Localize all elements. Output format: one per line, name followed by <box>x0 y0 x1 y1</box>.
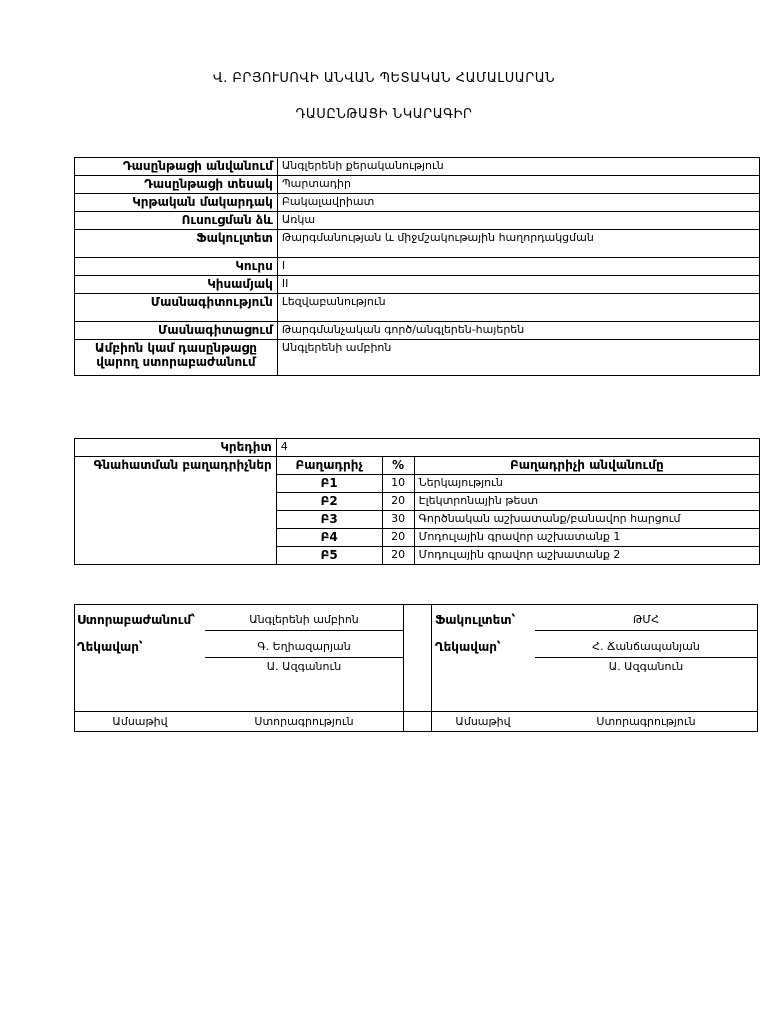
header-percent: % <box>382 457 414 475</box>
left-second-name: Ա. Ազգանուն <box>266 660 342 673</box>
info-row-education-level <box>75 194 760 212</box>
component-name: Էլեկտրոնային թեստ <box>414 493 759 511</box>
info-row-study-form <box>75 212 760 230</box>
university-title: Վ. ԲՐՅՈՒՍՈՎԻ ԱՆՎԱՆ ՊԵՏԱԿԱՆ ՀԱՄԱԼՍԱՐԱՆ <box>212 71 556 86</box>
info-row-specialty <box>75 294 760 322</box>
signature-block <box>74 604 758 732</box>
component-name: Մոդուլային գրավոր աշխատանք 1 <box>414 529 759 547</box>
component-percent: 30 <box>382 511 414 529</box>
info-value: Լեզվաբանություն <box>277 294 759 322</box>
info-value: Անգլերենի ամբիոն <box>277 340 759 376</box>
component-percent: 20 <box>382 529 414 547</box>
course-info-table <box>74 157 760 376</box>
info-value: Բակալավրիատ <box>277 194 759 212</box>
component-name: Ներկայություն <box>414 475 759 493</box>
info-value: Առկա <box>277 212 759 230</box>
info-label: Կիսամյակ <box>75 276 278 294</box>
left-unit-value: Անգլերենի ամբիոն <box>249 613 359 626</box>
document-title: ԴԱՍԸՆԹԱՑԻ ՆԿԱՐԱԳԻՐ <box>295 107 473 122</box>
right-head-name: Հ. Ճանճապանյան <box>592 640 700 653</box>
info-row-semester <box>75 276 760 294</box>
left-date-label: Ամսաթիվ <box>112 715 168 728</box>
component-name: Մոդուլային գրավոր աշխատանք 2 <box>414 547 759 565</box>
info-row-course-name <box>75 158 760 176</box>
info-label: Կուրս <box>75 258 278 276</box>
header-component: Բաղադրիչ <box>276 457 382 475</box>
credits-label: Կրեդիտ <box>75 439 277 457</box>
right-date-label: Ամսաթիվ <box>455 715 511 728</box>
info-label: Մասնագիտացում <box>75 322 278 340</box>
info-row-department <box>75 340 760 376</box>
right-unit-value: ԹՄՀ <box>632 613 660 626</box>
info-value: Պարտադիր <box>277 176 759 194</box>
credits-row <box>75 439 760 457</box>
right-second-name: Ա. Ազգանուն <box>608 660 684 673</box>
right-signature-label: Ստորագրություն <box>596 715 696 728</box>
info-value: Թարգմանության և միջմշակութային հաղորդակցման <box>277 230 759 258</box>
info-label: Կրթական մակարդակ <box>75 194 278 212</box>
info-label: Ամբիոն կամ դասընթացը վարող ստորաբաժանում <box>75 340 278 376</box>
component-code: Բ4 <box>276 529 382 547</box>
info-row-year <box>75 258 760 276</box>
info-row-faculty <box>75 230 760 258</box>
right-unit-label: Ֆակուլտետ՝ <box>435 613 516 627</box>
info-row-specialization <box>75 322 760 340</box>
info-value: II <box>277 276 759 294</box>
assessment-label: Գնահատման բաղադրիչներ <box>75 457 277 565</box>
info-value: Թարգմանչական գործ/անգլերեն-հայերեն <box>277 322 759 340</box>
header-component-name: Բաղադրիչի անվանումը <box>414 457 759 475</box>
left-unit-label: Ստորաբաժանում՝ <box>77 613 195 627</box>
component-code: Բ3 <box>276 511 382 529</box>
info-label: Դասընթացի տեսակ <box>75 176 278 194</box>
component-code: Բ1 <box>276 475 382 493</box>
info-value: I <box>277 258 759 276</box>
component-name: Գործնական աշխատանք/բանավոր հարցում <box>414 511 759 529</box>
info-label: Ֆակուլտետ <box>75 230 278 258</box>
left-signature-label: Ստորագրություն <box>254 715 354 728</box>
left-head-name: Գ. Եղիազարյան <box>257 640 351 653</box>
info-row-course-type <box>75 176 760 194</box>
component-percent: 10 <box>382 475 414 493</box>
component-code: Բ5 <box>276 547 382 565</box>
component-percent: 20 <box>382 493 414 511</box>
component-percent: 20 <box>382 547 414 565</box>
left-head-label: Ղեկավար՝ <box>77 640 143 654</box>
info-label: Մասնագիտություն <box>75 294 278 322</box>
right-head-label: Ղեկավար՝ <box>435 640 501 654</box>
info-label: Ուսուցման ձև <box>75 212 278 230</box>
component-code: Բ2 <box>276 493 382 511</box>
assessment-table <box>74 438 760 565</box>
credits-value: 4 <box>276 439 759 457</box>
info-label: Դասընթացի անվանում <box>75 158 278 176</box>
info-value: Անգլերենի քերականություն <box>277 158 759 176</box>
assessment-header-row <box>75 457 760 475</box>
